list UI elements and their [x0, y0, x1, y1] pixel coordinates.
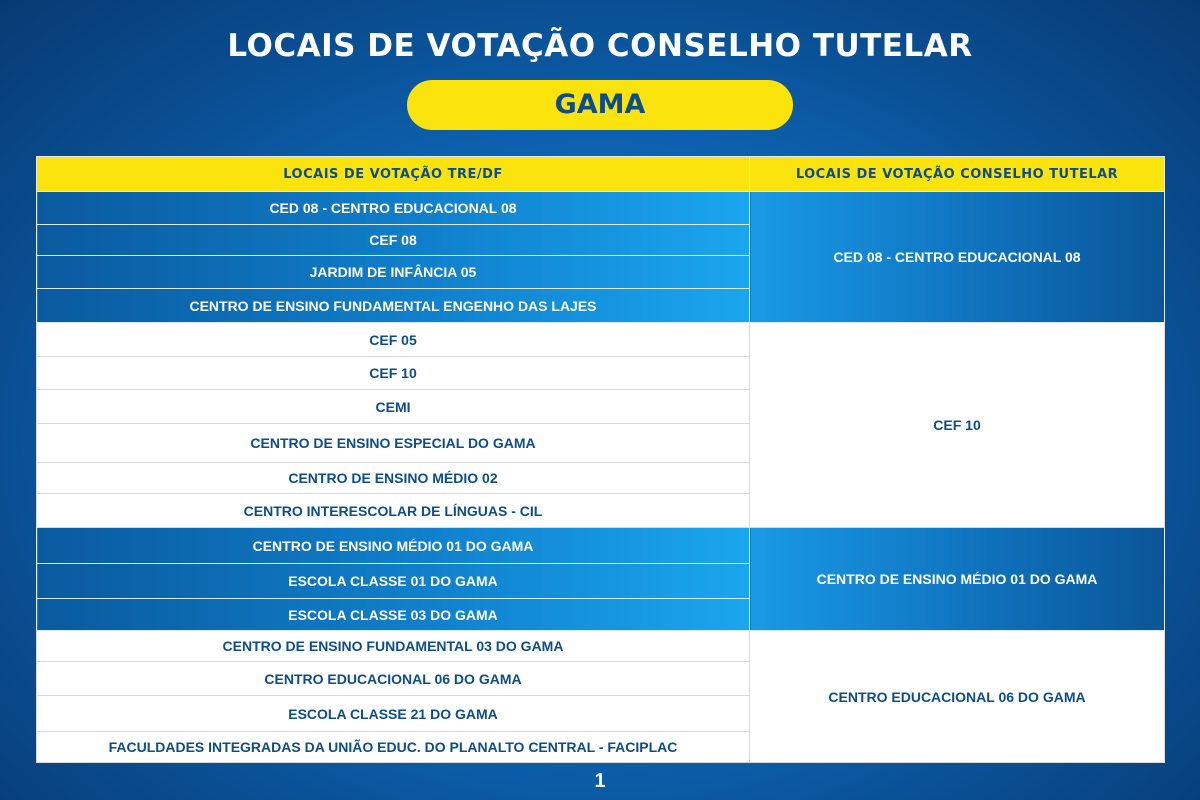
target-location: CENTRO EDUCACIONAL 06 DO GAMA [750, 631, 1165, 763]
header-tre-df: LOCAIS DE VOTAÇÃO TRE/DF [37, 157, 750, 192]
source-location: CENTRO DE ENSINO MÉDIO 01 DO GAMA [37, 528, 750, 564]
source-location: CED 08 - CENTRO EDUCACIONAL 08 [37, 192, 750, 225]
source-location: ESCOLA CLASSE 01 DO GAMA [37, 564, 750, 599]
source-location: CEF 10 [37, 357, 750, 390]
table-row [37, 631, 1165, 662]
target-location: CED 08 - CENTRO EDUCACIONAL 08 [750, 192, 1165, 323]
voting-locations-table [36, 156, 1165, 763]
source-location: CENTRO INTERESCOLAR DE LÍNGUAS - CIL [37, 494, 750, 528]
source-location: ESCOLA CLASSE 21 DO GAMA [37, 696, 750, 732]
source-location: FACULDADES INTEGRADAS DA UNIÃO EDUC. DO PLANALTO CENTRAL - FACIPLAC [37, 732, 750, 763]
region-badge: GAMA [407, 80, 793, 130]
source-location: CENTRO DE ENSINO MÉDIO 02 [37, 463, 750, 494]
source-location: CEMI [37, 390, 750, 424]
source-location: ESCOLA CLASSE 03 DO GAMA [37, 599, 750, 631]
target-location: CEF 10 [750, 323, 1165, 528]
source-location: CENTRO DE ENSINO FUNDAMENTAL 03 DO GAMA [37, 631, 750, 662]
source-location: JARDIM DE INFÂNCIA 05 [37, 256, 750, 289]
source-location: CENTRO EDUCACIONAL 06 DO GAMA [37, 662, 750, 696]
source-location: CENTRO DE ENSINO ESPECIAL DO GAMA [37, 424, 750, 463]
target-location: CENTRO DE ENSINO MÉDIO 01 DO GAMA [750, 528, 1165, 631]
page-number: 1 [594, 770, 606, 792]
header-conselho-tutelar: LOCAIS DE VOTAÇÃO CONSELHO TUTELAR [750, 157, 1165, 192]
page-title: LOCAIS DE VOTAÇÃO CONSELHO TUTELAR [227, 28, 973, 64]
table-row [37, 192, 1165, 225]
table-header-row [37, 157, 1165, 192]
source-location: CENTRO DE ENSINO FUNDAMENTAL ENGENHO DAS LAJES [37, 289, 750, 323]
source-location: CEF 05 [37, 323, 750, 357]
table-row [37, 528, 1165, 564]
table-row [37, 323, 1165, 357]
source-location: CEF 08 [37, 225, 750, 256]
